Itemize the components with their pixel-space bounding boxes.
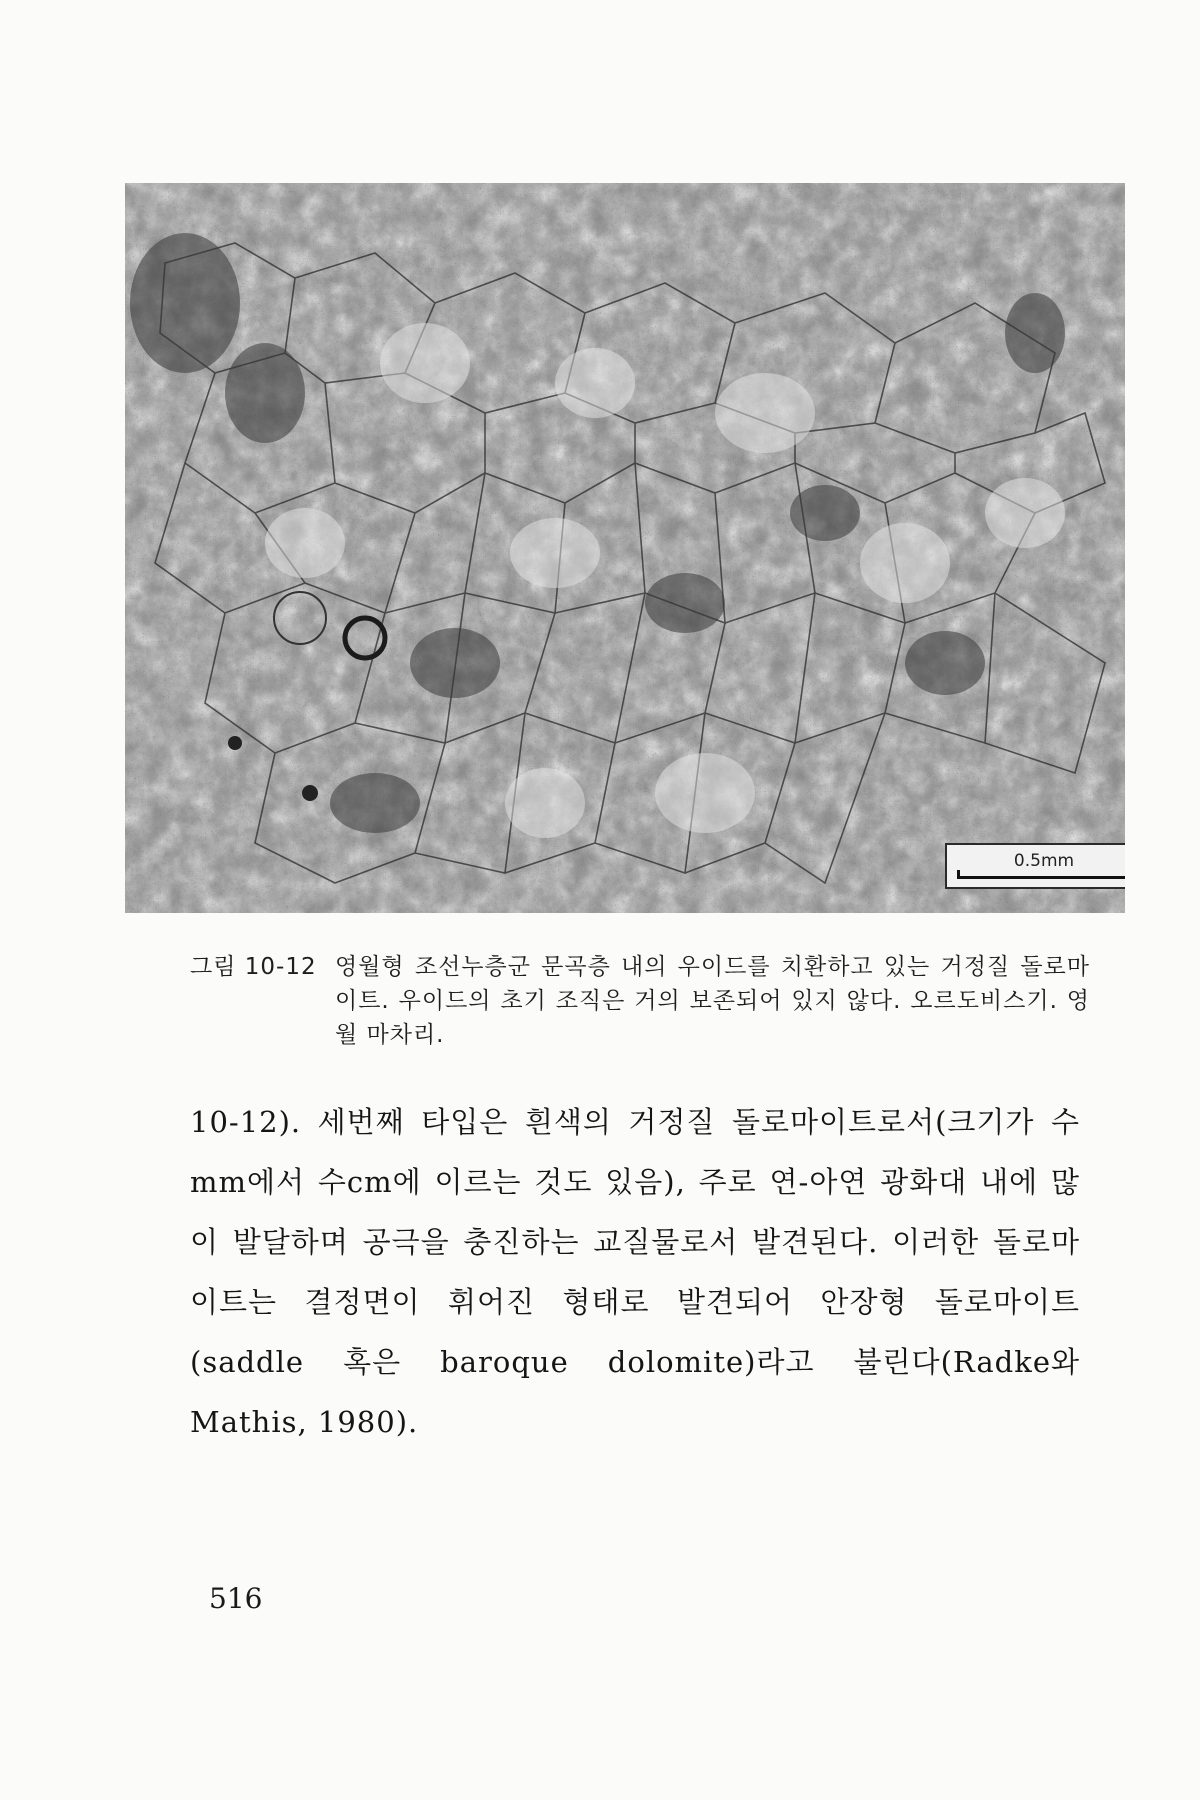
figure-caption: [190, 950, 1090, 1052]
scale-bar-line: [957, 876, 1125, 879]
scale-bar: [945, 843, 1125, 889]
micrograph-texture: [125, 183, 1125, 913]
page-number: 516: [209, 1582, 263, 1615]
body-paragraph: 10-12). 세번째 타입은 흰색의 거정질 돌로마이트로서(크기가 수 mm에서 수cm에 이르는 것도 있음), 주로 연-아연 광화대 내에 많이 발달하며 공극을 충진하는 교질물로서 발견된다. 이러한 돌로마이트는 결정면이 휘어진 형태로 발견되어 안장형 돌로마이트(saddle 혹은 baroque dolomite)라고 불린다(Radke와 Mathis, 1980).: [190, 1105, 1080, 1439]
dolomite-micrograph: [125, 183, 1125, 913]
caption-label: 그림 10-12: [190, 954, 317, 980]
caption-text: 영월형 조선누층군 문곡층 내의 우이드를 치환하고 있는 거정질 돌로마이트. 우이드의 초기 조직은 거의 보존되어 있지 않다. 오르도비스기. 영월 마차리.: [335, 954, 1090, 1048]
scale-bar-label: 0.5mm: [1013, 851, 1075, 871]
